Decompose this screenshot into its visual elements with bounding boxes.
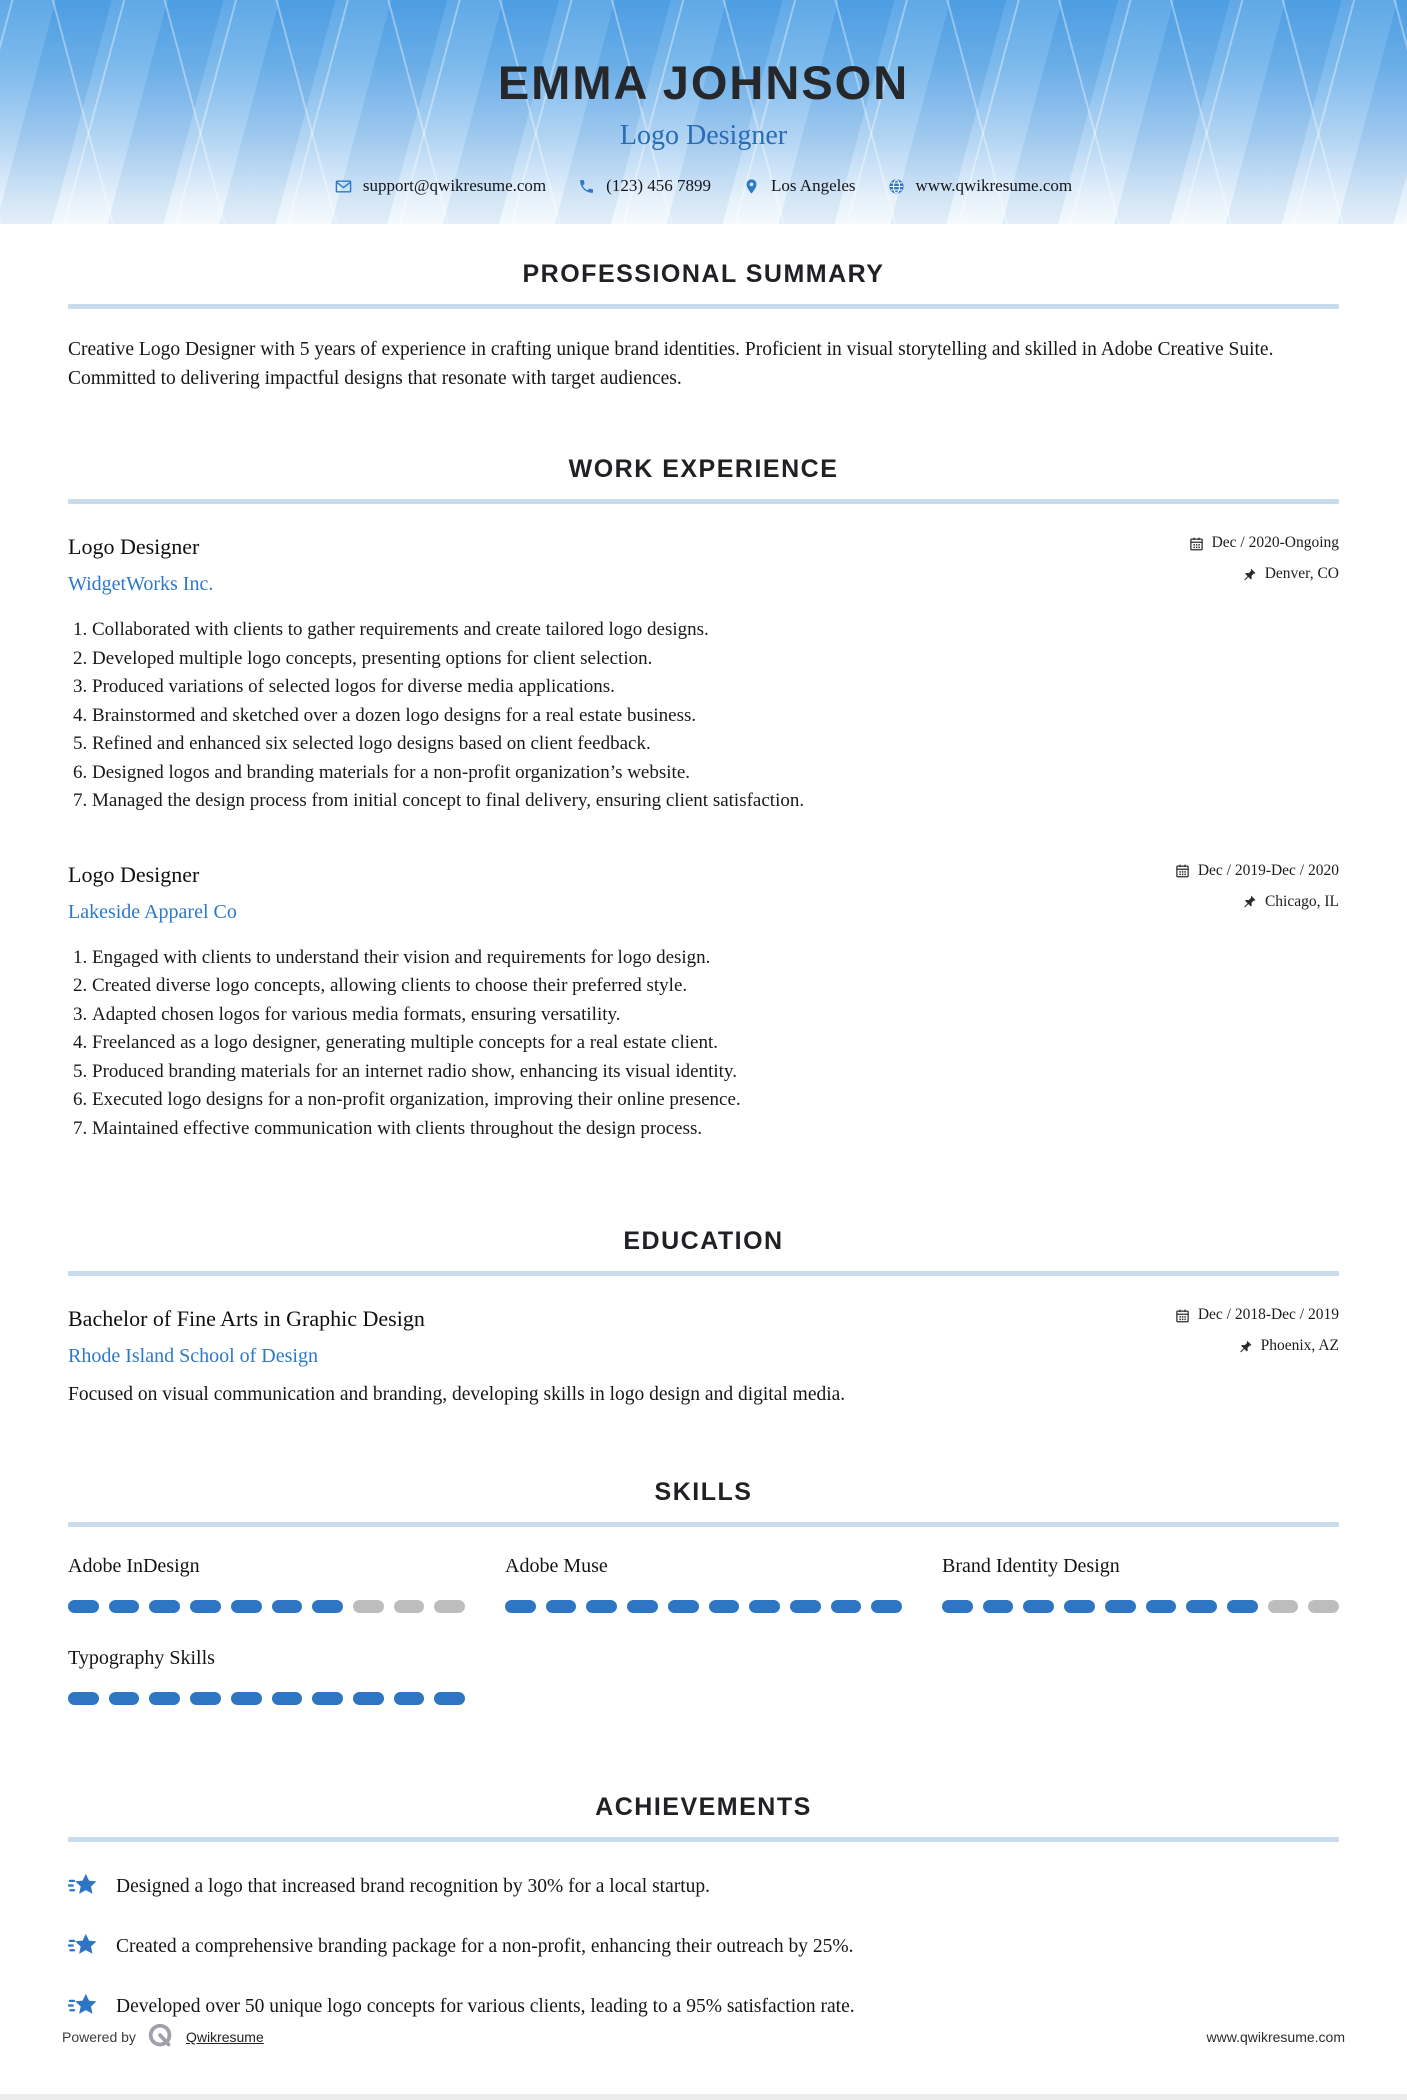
skill-dash [312,1600,343,1613]
contact-phone-text: (123) 456 7899 [606,176,711,195]
skill-name: Brand Identity Design [942,1555,1120,1577]
header-banner [0,0,1407,224]
skill-level-bar [942,1600,1339,1613]
person-job-title: Logo Designer [619,120,788,151]
skill-dash [1105,1600,1136,1613]
achievements-heading: ACHIEVEMENTS [595,1793,812,1821]
job-bullet-list [68,616,1339,816]
skill-item [68,1647,465,1705]
achievement-text: Developed over 50 unique logo concepts for various clients, leading to a 95% satisfaction rate. [116,1996,855,2017]
achievement-text: Designed a logo that increased brand recognition by 30% for a local startup. [116,1876,711,1897]
contact-phone [578,176,711,196]
education-meta [1175,1306,1339,1355]
job-dates: Dec / 2020-Ongoing [1211,534,1339,551]
achievement-item [68,1992,1339,2022]
work-heading: WORK EXPERIENCE [568,455,839,483]
skill-dash [749,1600,780,1613]
skill-dash [272,1692,303,1705]
skill-dash [149,1600,180,1613]
job-bullet-list [68,944,1339,1144]
skill-dash [231,1692,262,1705]
skill-level-bar [68,1600,465,1613]
skill-dash [1308,1600,1339,1613]
page-bottom-edge [0,2094,1407,2100]
job-entry [68,862,1339,1144]
skill-dash [1268,1600,1299,1613]
skill-dash [394,1600,425,1613]
section-divider [68,1271,1339,1276]
skill-dash [942,1600,973,1613]
skill-dash [149,1692,180,1705]
contact-row [0,176,1407,196]
job-bullet: 6. Executed logo designs for a non-profit organization, improving their online presence. [92,1086,1339,1115]
skill-dash [109,1692,140,1705]
education-location: Phoenix, AZ [1260,1337,1339,1354]
skill-level-bar [68,1692,465,1705]
job-company-link[interactable]: Lakeside Apparel Co [68,900,237,923]
calendar-icon [1175,863,1190,878]
skill-dash [790,1600,821,1613]
contact-email [335,176,546,196]
skill-dash [272,1600,303,1613]
contact-email-text[interactable]: support@qwikresume.com [362,176,547,195]
skill-dash [1186,1600,1217,1613]
pushpin-icon [1242,894,1257,909]
calendar-icon [1189,536,1204,551]
contact-location-text: Los Angeles [770,176,856,195]
skill-dash [586,1600,617,1613]
skill-item [505,1555,902,1613]
globe-icon [888,178,905,195]
skill-dash [68,1600,99,1613]
pushpin-icon [1242,567,1257,582]
skill-dash [1146,1600,1177,1613]
job-dates: Dec / 2019-Dec / 2020 [1197,861,1339,879]
job-bullet: 4. Brainstormed and sketched over a dozen logo designs for a real estate business. [92,702,1339,731]
skill-name: Adobe InDesign [68,1555,200,1577]
section-professional-summary [68,260,1339,393]
job-location: Chicago, IL [1264,892,1339,910]
section-work-experience [68,455,1339,1143]
job-title: Logo Designer [68,861,200,887]
education-dates: Dec / 2018-Dec / 2019 [1197,1306,1339,1323]
skill-dash [394,1692,425,1705]
job-bullet: 4. Freelanced as a logo designer, generating multiple concepts for a real estate client. [92,1029,1339,1058]
section-achievements [68,1793,1339,2022]
job-bullet: 5. Produced branding materials for an internet radio show, enhancing its visual identity. [92,1058,1339,1087]
section-divider [68,304,1339,309]
skill-dash [627,1600,658,1613]
resume-body [0,224,1407,2022]
job-location: Denver, CO [1264,565,1339,582]
job-bullet: 7. Managed the design process from initial concept to final delivery, ensuring client satisfaction. [92,787,1339,816]
section-divider [68,1837,1339,1842]
degree-title: Bachelor of Fine Arts in Graphic Design [68,1306,425,1331]
skill-item [942,1555,1339,1613]
summary-heading: PROFESSIONAL SUMMARY [522,260,885,288]
job-bullet: 2. Developed multiple logo concepts, presenting options for client selection. [92,645,1339,674]
job-bullet: 5. Refined and enhanced six selected logo designs based on client feedback. [92,730,1339,759]
job-company-link[interactable]: WidgetWorks Inc. [68,573,214,595]
skills-heading: SKILLS [654,1478,753,1506]
star-badge-icon [68,1992,98,2022]
skill-item [68,1555,465,1613]
skills-heading-block [68,1478,1339,1527]
job-title: Logo Designer [68,534,200,559]
skill-dash [831,1600,862,1613]
skill-dash [353,1692,384,1705]
job-bullet: 2. Created diverse logo concepts, allowing clients to choose their preferred style. [92,972,1339,1001]
skill-dash [546,1600,577,1613]
skill-dash [709,1600,740,1613]
job-bullet: 3. Produced variations of selected logos for diverse media applications. [92,673,1339,702]
skill-dash [68,1692,99,1705]
calendar-icon [1175,1308,1190,1323]
contact-website-text[interactable]: www.qwikresume.com [915,176,1073,195]
achievement-item [68,1872,1339,1902]
person-name: EMMA JOHNSON [497,56,910,109]
footer [0,2022,1407,2100]
skill-dash [434,1600,465,1613]
skill-dash [190,1600,221,1613]
section-divider [68,1522,1339,1527]
contact-location [743,176,856,196]
job-bullet: 6. Designed logos and branding materials for a non-profit organization’s website. [92,759,1339,788]
skill-dash [871,1600,902,1613]
section-education [68,1227,1339,1406]
skills-grid [68,1555,1339,1705]
achievements-list [68,1872,1339,2022]
skill-dash [1227,1600,1258,1613]
skill-level-bar [505,1600,902,1613]
pushpin-icon [1238,1339,1253,1354]
email-icon [335,178,352,195]
star-badge-icon [68,1872,98,1902]
skill-dash [353,1600,384,1613]
skill-dash [1023,1600,1054,1613]
achievement-text: Created a comprehensive branding package for a non-profit, enhancing their outreach by 25%. [116,1936,854,1957]
qwikresume-link[interactable]: Qwikresume [185,2029,264,2045]
skill-dash [190,1692,221,1705]
star-badge-icon [68,1932,98,1962]
skill-name: Typography Skills [68,1647,215,1669]
phone-icon [578,178,595,195]
summary-heading-block [68,260,1339,309]
job-bullet: 7. Maintained effective communication with clients throughout the design process. [92,1115,1339,1144]
footer-website[interactable]: www.qwikresume.com [1206,2029,1345,2045]
education-heading-block [68,1227,1339,1276]
contact-website [888,176,1073,196]
work-heading-block [68,455,1339,504]
powered-by-label: Powered by [62,2029,136,2045]
job-meta [1175,862,1339,911]
education-entry [68,1306,1339,1406]
skill-dash [434,1692,465,1705]
skill-dash [505,1600,536,1613]
skill-dash [1064,1600,1095,1613]
job-bullet: 1. Engaged with clients to understand their vision and requirements for logo design. [92,944,1339,973]
job-bullet: 1. Collaborated with clients to gather requirements and create tailored logo designs. [92,616,1339,645]
skill-dash [231,1600,262,1613]
section-skills [68,1478,1339,1705]
qwikresume-logo-icon [146,2022,176,2052]
achievements-heading-block [68,1793,1339,1842]
school-link[interactable]: Rhode Island School of Design [68,1345,318,1367]
skill-dash [668,1600,699,1613]
skill-name: Adobe Muse [505,1555,608,1577]
location-pin-icon [743,178,760,195]
job-bullet: 3. Adapted chosen logos for various media formats, ensuring versatility. [92,1001,1339,1030]
section-divider [68,499,1339,504]
education-description: Focused on visual communication and branding, developing skills in logo design and digital media. [68,1384,846,1405]
skill-dash [109,1600,140,1613]
job-meta [1189,534,1339,583]
job-entry [68,534,1339,816]
skill-dash [983,1600,1014,1613]
skill-dash [312,1692,343,1705]
achievement-item [68,1932,1339,1962]
summary-text: Creative Logo Designer with 5 years of experience in crafting unique brand identities. Proficient in visual storytelling and skilled in Adobe Creative Suite. Committed to delivering impactful designs that resonate with target audiences. [68,339,1274,389]
education-heading: EDUCATION [623,1227,784,1255]
